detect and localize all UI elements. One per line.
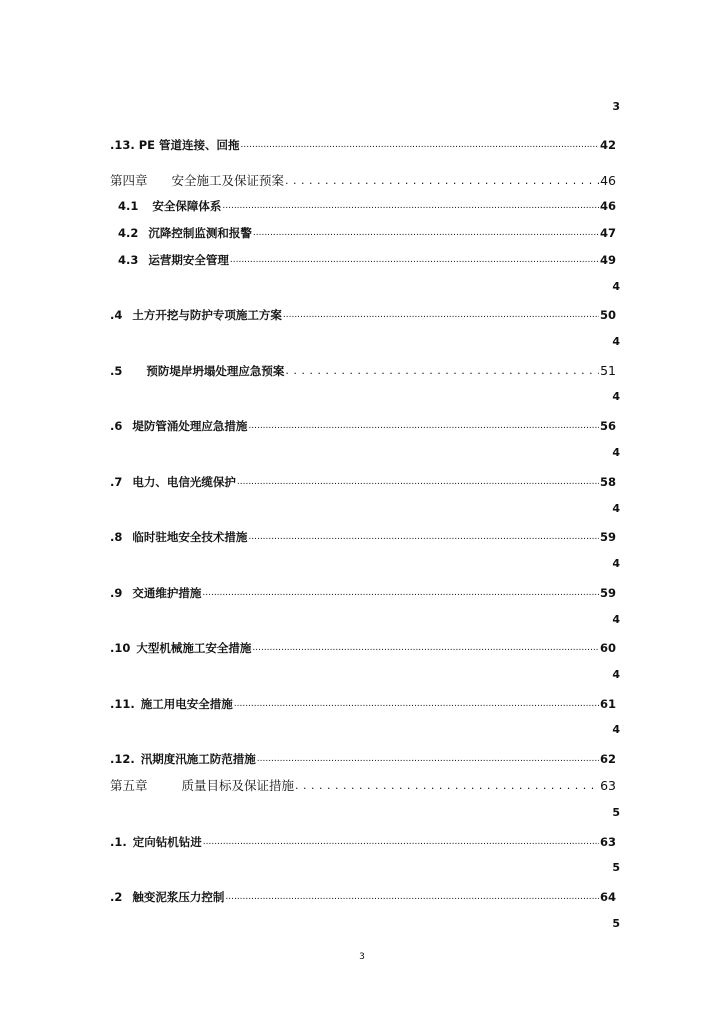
toc-entry[interactable] (110, 585, 616, 601)
toc-leader-dots (233, 696, 599, 712)
toc-prefix: 4 (612, 557, 620, 570)
toc-entry-page: 63 (600, 778, 616, 793)
toc-entry-number: .13. PE (110, 138, 156, 152)
toc-entry-number: .12. (110, 752, 135, 766)
toc-entry-title: 堤防管涌处理应急措施 (132, 419, 248, 433)
toc-entry-page: 62 (599, 752, 616, 766)
toc-entry-page: 47 (599, 226, 616, 240)
toc-entry-number: .9 (110, 586, 123, 600)
toc-leader-dots (201, 585, 599, 601)
toc-chapter-entry[interactable] (110, 778, 616, 794)
toc-leader-dots (221, 198, 599, 214)
toc-entry-title: 质量目标及保证措施 (181, 778, 295, 793)
toc-entry-title: 大型机械施工安全措施 (136, 641, 252, 655)
toc-entry-number: .8 (110, 530, 123, 544)
toc-leader-dots (294, 778, 599, 794)
toc-entry-number: .7 (110, 475, 123, 489)
toc-entry-title: 土方开挖与防护专项施工方案 (132, 308, 282, 322)
toc-leader-dots (282, 307, 599, 323)
toc-entry-number: .2 (110, 890, 123, 904)
toc-leader-dots (247, 529, 599, 545)
page-footer-number: 3 (359, 952, 365, 962)
toc-entry-page: 51 (600, 363, 616, 378)
toc-entry[interactable] (110, 137, 616, 153)
toc-entry[interactable] (110, 889, 616, 905)
toc-prefix: 4 (612, 280, 620, 293)
toc-entry-title: 安全施工及保证预案 (171, 173, 285, 188)
toc-entry-number: 第四章 (110, 173, 148, 188)
toc-entry[interactable] (110, 474, 616, 490)
toc-entry-title: 电力、电信光缆保护 (132, 475, 236, 489)
toc-leader-dots (256, 751, 599, 767)
toc-prefix: 5 (612, 917, 620, 930)
toc-entry-title: 安全保障体系 (152, 199, 222, 213)
toc-entry-title: 预防堤岸坍塌处理应急预案 (146, 364, 285, 378)
toc-entry-number: .5 (110, 364, 123, 378)
toc-entry-title: 交通维护措施 (132, 586, 202, 600)
toc-entry-number: 4.3 (118, 253, 139, 267)
toc-entry[interactable] (110, 834, 616, 850)
toc-entry-title: 沉降控制监测和报警 (148, 226, 252, 240)
toc-entry[interactable] (110, 640, 616, 656)
toc-leader-dots (251, 640, 599, 656)
toc-entry[interactable] (110, 696, 616, 712)
toc-entry[interactable] (110, 307, 616, 323)
toc-entry[interactable] (118, 225, 616, 241)
toc-leader-dots (252, 225, 599, 241)
toc-leader-dots (224, 889, 599, 905)
toc-leader-dots (247, 418, 599, 434)
toc-prefix: 4 (612, 390, 620, 403)
toc-entry-number: .6 (110, 419, 123, 433)
toc-prefix: 4 (612, 723, 620, 736)
toc-entry-number: .10 (110, 641, 131, 655)
toc-entry-page: 63 (599, 835, 616, 849)
toc-leader-dots (284, 173, 599, 189)
toc-entry[interactable] (110, 418, 616, 434)
toc-entry-page: 59 (599, 530, 616, 544)
toc-entry-number: 4.2 (118, 226, 139, 240)
toc-leader-dots (229, 252, 599, 268)
toc-entry-title: 运营期安全管理 (148, 253, 229, 267)
toc-entry-page: 42 (599, 138, 616, 152)
toc-prefix: 4 (612, 446, 620, 459)
toc-leader-dots (202, 834, 599, 850)
toc-entry-page: 46 (600, 173, 616, 188)
toc-entry-number: 第五章 (110, 778, 148, 793)
toc-prefix: 3 (612, 100, 620, 113)
toc-entry[interactable] (118, 198, 616, 214)
toc-entry-page: 50 (599, 308, 616, 322)
toc-entry-page: 59 (599, 586, 616, 600)
toc-entry[interactable] (110, 529, 616, 545)
toc-leader-dots (240, 137, 599, 153)
toc-entry-number: 4.1 (118, 199, 139, 213)
toc-prefix: 5 (612, 861, 620, 874)
toc-prefix: 4 (612, 502, 620, 515)
toc-entry-page: 49 (599, 253, 616, 267)
toc-entry-page: 58 (599, 475, 616, 489)
toc-entry-number: .4 (110, 308, 123, 322)
toc-entry-page: 60 (599, 641, 616, 655)
toc-entry[interactable] (110, 751, 616, 767)
toc-entry-page: 56 (599, 419, 616, 433)
toc-entry-page: 61 (599, 697, 616, 711)
toc-leader-dots (284, 363, 599, 379)
toc-entry-title: 汛期度汛施工防范措施 (140, 752, 256, 766)
toc-leader-dots (236, 474, 599, 490)
toc-prefix: 4 (612, 668, 620, 681)
toc-prefix: 4 (612, 613, 620, 626)
toc-prefix: 5 (612, 806, 620, 819)
toc-entry-title: 定向钻机钻进 (132, 835, 202, 849)
toc-entry-title: 管道连接、回拖 (159, 138, 240, 152)
toc-entry-title: 临时驻地安全技术措施 (132, 530, 248, 544)
toc-entry-page: 46 (599, 199, 616, 213)
toc-entry-title: 施工用电安全措施 (140, 697, 233, 711)
toc-entry-page: 64 (599, 890, 616, 904)
toc-chapter-entry[interactable] (110, 173, 616, 189)
toc-entry[interactable] (118, 252, 616, 268)
toc-entry-title: 触变泥浆压力控制 (132, 890, 225, 904)
toc-prefix: 4 (612, 335, 620, 348)
toc-entry[interactable] (110, 363, 616, 379)
toc-entry-number: .11. (110, 697, 135, 711)
toc-entry-number: .1. (110, 835, 127, 849)
